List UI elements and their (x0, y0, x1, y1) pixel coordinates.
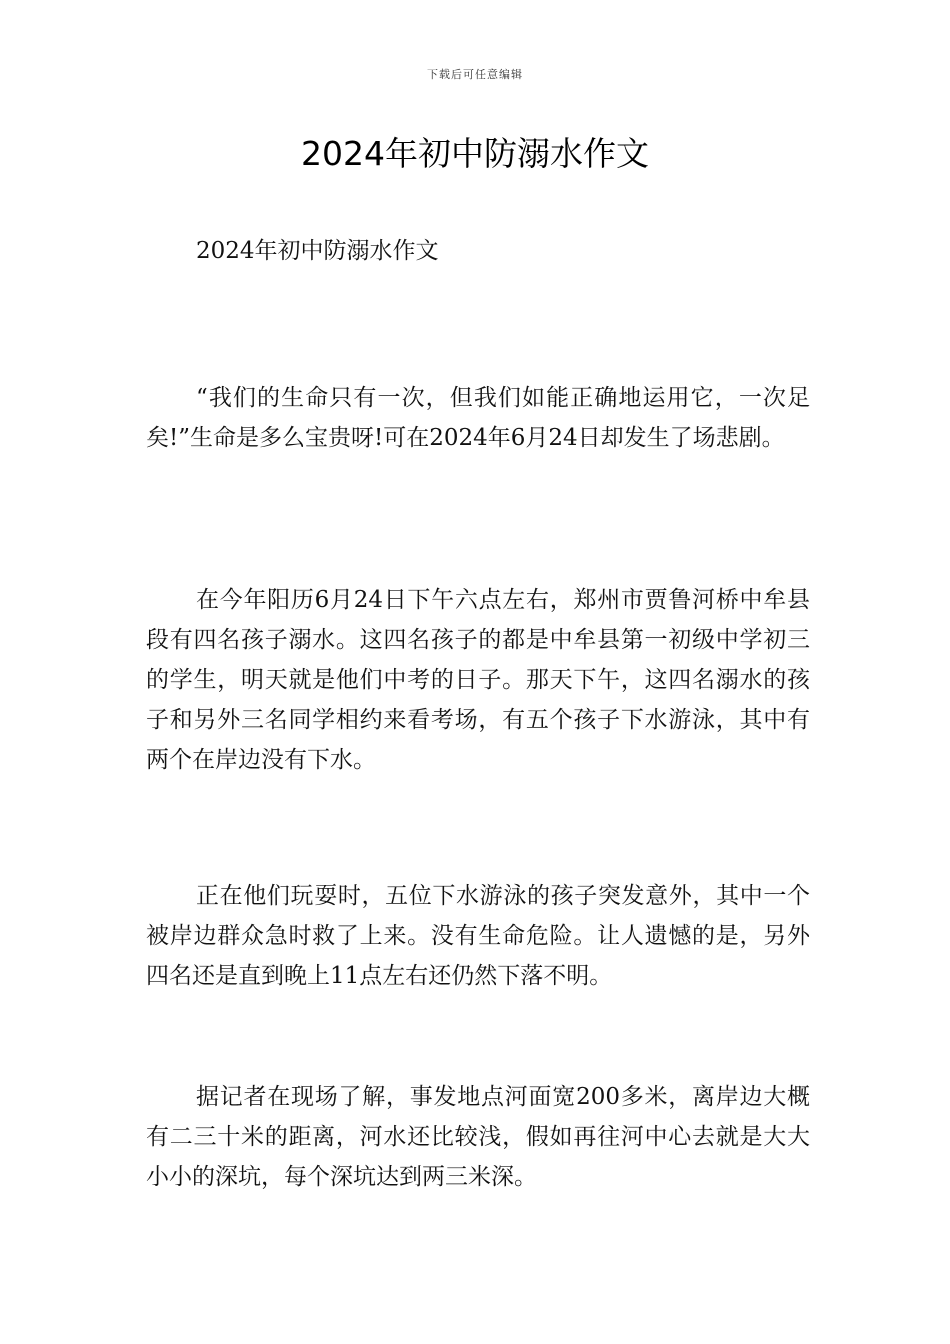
paragraph-2: 在今年阳历6月24日下午六点左右，郑州市贾鲁河桥中牟县段有四名孩子溺水。这四名孩子的都是中牟县第一初级中学初三的学生，明天就是他们中考的日子。那天下午，这四名溺水的孩子和另外三名同学相约来看考场，有五个孩子下水游泳，其中有两个在岸边没有下水。 (146, 587, 810, 773)
header-note: 下载后可任意编辑 (427, 68, 523, 81)
paragraph-1: “我们的生命只有一次，但我们如能正确地运用它，一次足矣!”生命是多么宝贵呀!可在2024年6月24日却发生了场悲剧。 (146, 385, 810, 451)
page-title: 2024年初中防溺水作文 (301, 134, 649, 173)
paragraph-4: 据记者在现场了解，事发地点河面宽200多米，离岸边大概有二三十米的距离，河水还比较浅，假如再往河中心去就是大大小小的深坑，每个深坑达到两三米深。 (146, 1084, 810, 1190)
document-subtitle: 2024年初中防溺水作文 (196, 238, 439, 264)
paragraph-3: 正在他们玩耍时，五位下水游泳的孩子突发意外，其中一个被岸边群众急时救了上来。没有生命危险。让人遗憾的是，另外四名还是直到晚上11点左右还仍然下落不明。 (146, 883, 810, 989)
